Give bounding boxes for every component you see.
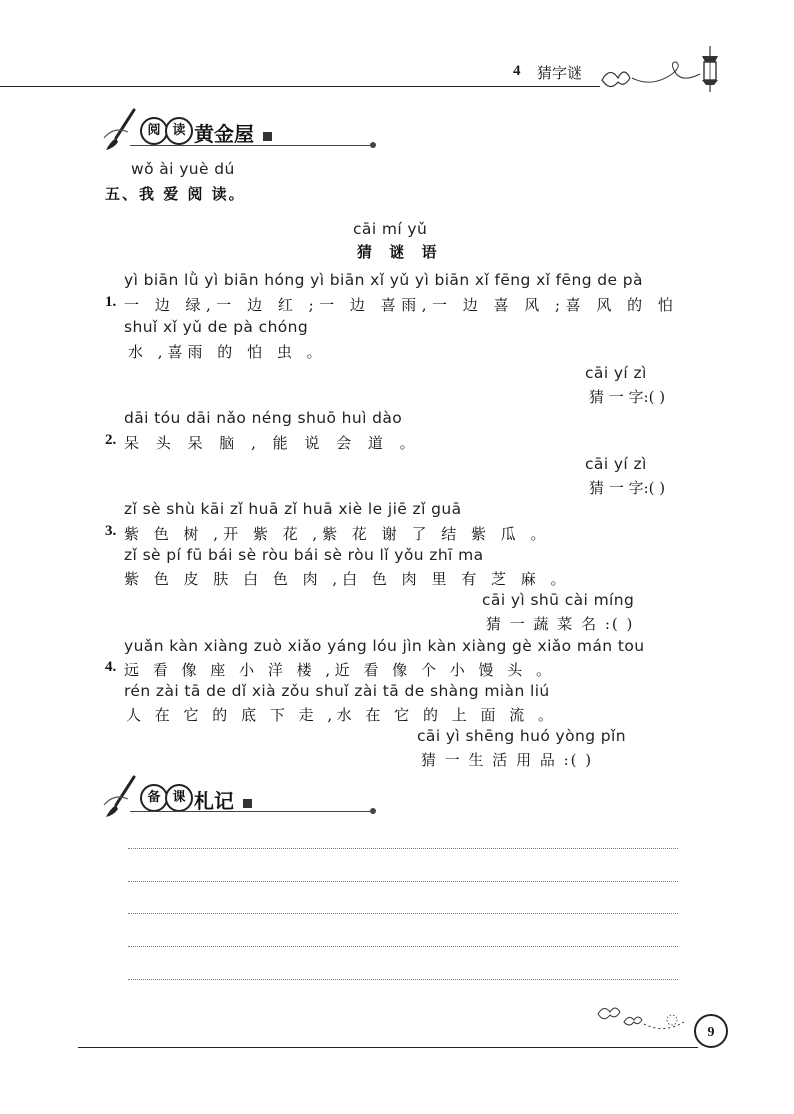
header-lesson-number: 4 bbox=[513, 63, 521, 79]
riddle-1-line-2-text: 水 ,喜雨 的 怕 虫 。 bbox=[128, 343, 327, 361]
section2-rule-dot bbox=[370, 808, 376, 814]
riddle-2-number: 2. bbox=[105, 432, 117, 448]
footer-rule bbox=[78, 1047, 698, 1048]
riddle-2-line-1-text: 呆 头 呆 脑 , 能 说 会 道 。 bbox=[124, 434, 421, 452]
riddle-3-line-2-text: 紫 色 皮 肤 白 色 肉 ,白 色 肉 里 有 芝 麻 。 bbox=[124, 570, 571, 588]
riddle-2-answer-prompt: 猜 一 字:( ) bbox=[589, 479, 666, 497]
riddle-3-number: 3. bbox=[105, 523, 117, 539]
section2-square-icon bbox=[243, 799, 252, 808]
notes-line-1[interactable] bbox=[128, 848, 678, 849]
notes-line-2[interactable] bbox=[128, 881, 678, 882]
passage-title-pinyin: cāi mí yǔ bbox=[353, 220, 428, 238]
brush-icon-2 bbox=[100, 775, 140, 819]
section1-rule-dot bbox=[370, 142, 376, 148]
riddle-4-line-1-text: 远 看 像 座 小 洋 楼 ,近 看 像 个 小 馒 头 。 bbox=[124, 661, 556, 679]
riddle-4-line-1-pinyin: yuǎn kàn xiàng zuò xiǎo yáng lóu jìn kàn xiàng gè xiǎo mán tou bbox=[124, 637, 645, 655]
riddle-1-hint-pinyin: cāi yí zì bbox=[585, 364, 647, 382]
riddle-2-hint-pinyin: cāi yí zì bbox=[585, 455, 647, 473]
section2-title: 札记 bbox=[194, 789, 234, 813]
section1-title: 黄金屋 bbox=[194, 122, 254, 146]
riddle-4-hint-pinyin: cāi yì shēng huó yòng pǐn bbox=[417, 727, 626, 745]
riddle-2-line-1-pinyin: dāi tóu dāi nǎo néng shuō huì dào bbox=[124, 409, 403, 427]
section1-square-icon bbox=[263, 132, 272, 141]
riddle-1-number: 1. bbox=[105, 294, 117, 310]
riddle-3-line-1-text: 紫 色 树 ,开 紫 花 ,紫 花 谢 了 结 紫 瓜 。 bbox=[124, 525, 551, 543]
riddle-3-hint-pinyin: cāi yì shū cài míng bbox=[482, 591, 635, 609]
section2-badge-1: 备 bbox=[140, 784, 168, 812]
riddle-1-line-1-pinyin: yì biān lǜ yì biān hóng yì biān xǐ yǔ yì biān xǐ fēng xǐ fēng de pà bbox=[124, 271, 643, 289]
question-pinyin: wǒ ài yuè dú bbox=[131, 160, 235, 178]
header-rule bbox=[0, 86, 600, 87]
riddle-1-line-1-text: 一 边 绿,一 边 红 ;一 边 喜雨,一 边 喜 风 ;喜 风 的 怕 bbox=[124, 296, 679, 314]
butterfly-lamp-decoration bbox=[592, 40, 732, 100]
notes-line-3[interactable] bbox=[128, 913, 678, 914]
section1-badge-2: 读 bbox=[165, 117, 193, 145]
riddle-3-line-1-pinyin: zǐ sè shù kāi zǐ huā zǐ huā xiè le jiē zǐ guā bbox=[124, 500, 462, 518]
riddle-4-answer-prompt: 猜 一 生 活 用 品 :( ) bbox=[421, 751, 594, 769]
page-number: 9 bbox=[707, 1025, 715, 1040]
riddle-3-answer-prompt: 猜 一 蔬 菜 名 :( ) bbox=[486, 615, 635, 633]
notes-line-5[interactable] bbox=[128, 979, 678, 980]
riddle-1-answer-prompt: 猜 一 字:( ) bbox=[589, 388, 666, 406]
section2-badge-2: 课 bbox=[165, 784, 193, 812]
question-text: 五、我 爱 阅 读。 bbox=[105, 185, 246, 203]
butterflies-decoration bbox=[590, 998, 700, 1038]
passage-title: 猜 谜 语 bbox=[357, 243, 443, 261]
riddle-3-line-2-pinyin: zǐ sè pí fū bái sè ròu bái sè ròu lǐ yǒu zhī ma bbox=[124, 546, 484, 564]
section1-badge-1: 阅 bbox=[140, 117, 168, 145]
riddle-1-line-2-pinyin: shuǐ xǐ yǔ de pà chóng bbox=[124, 318, 309, 336]
section2-rule bbox=[130, 811, 370, 812]
notes-line-4[interactable] bbox=[128, 946, 678, 947]
riddle-4-line-2-text: 人 在 它 的 底 下 走 ,水 在 它 的 上 面 流 。 bbox=[126, 706, 558, 724]
riddle-4-line-2-pinyin: rén zài tā de dǐ xià zǒu shuǐ zài tā de shàng miàn liú bbox=[124, 682, 550, 700]
riddle-4-number: 4. bbox=[105, 659, 117, 675]
section1-rule bbox=[130, 145, 370, 146]
header-lesson-title: 猜字谜 bbox=[537, 64, 583, 82]
page-number-circle bbox=[694, 1014, 728, 1048]
